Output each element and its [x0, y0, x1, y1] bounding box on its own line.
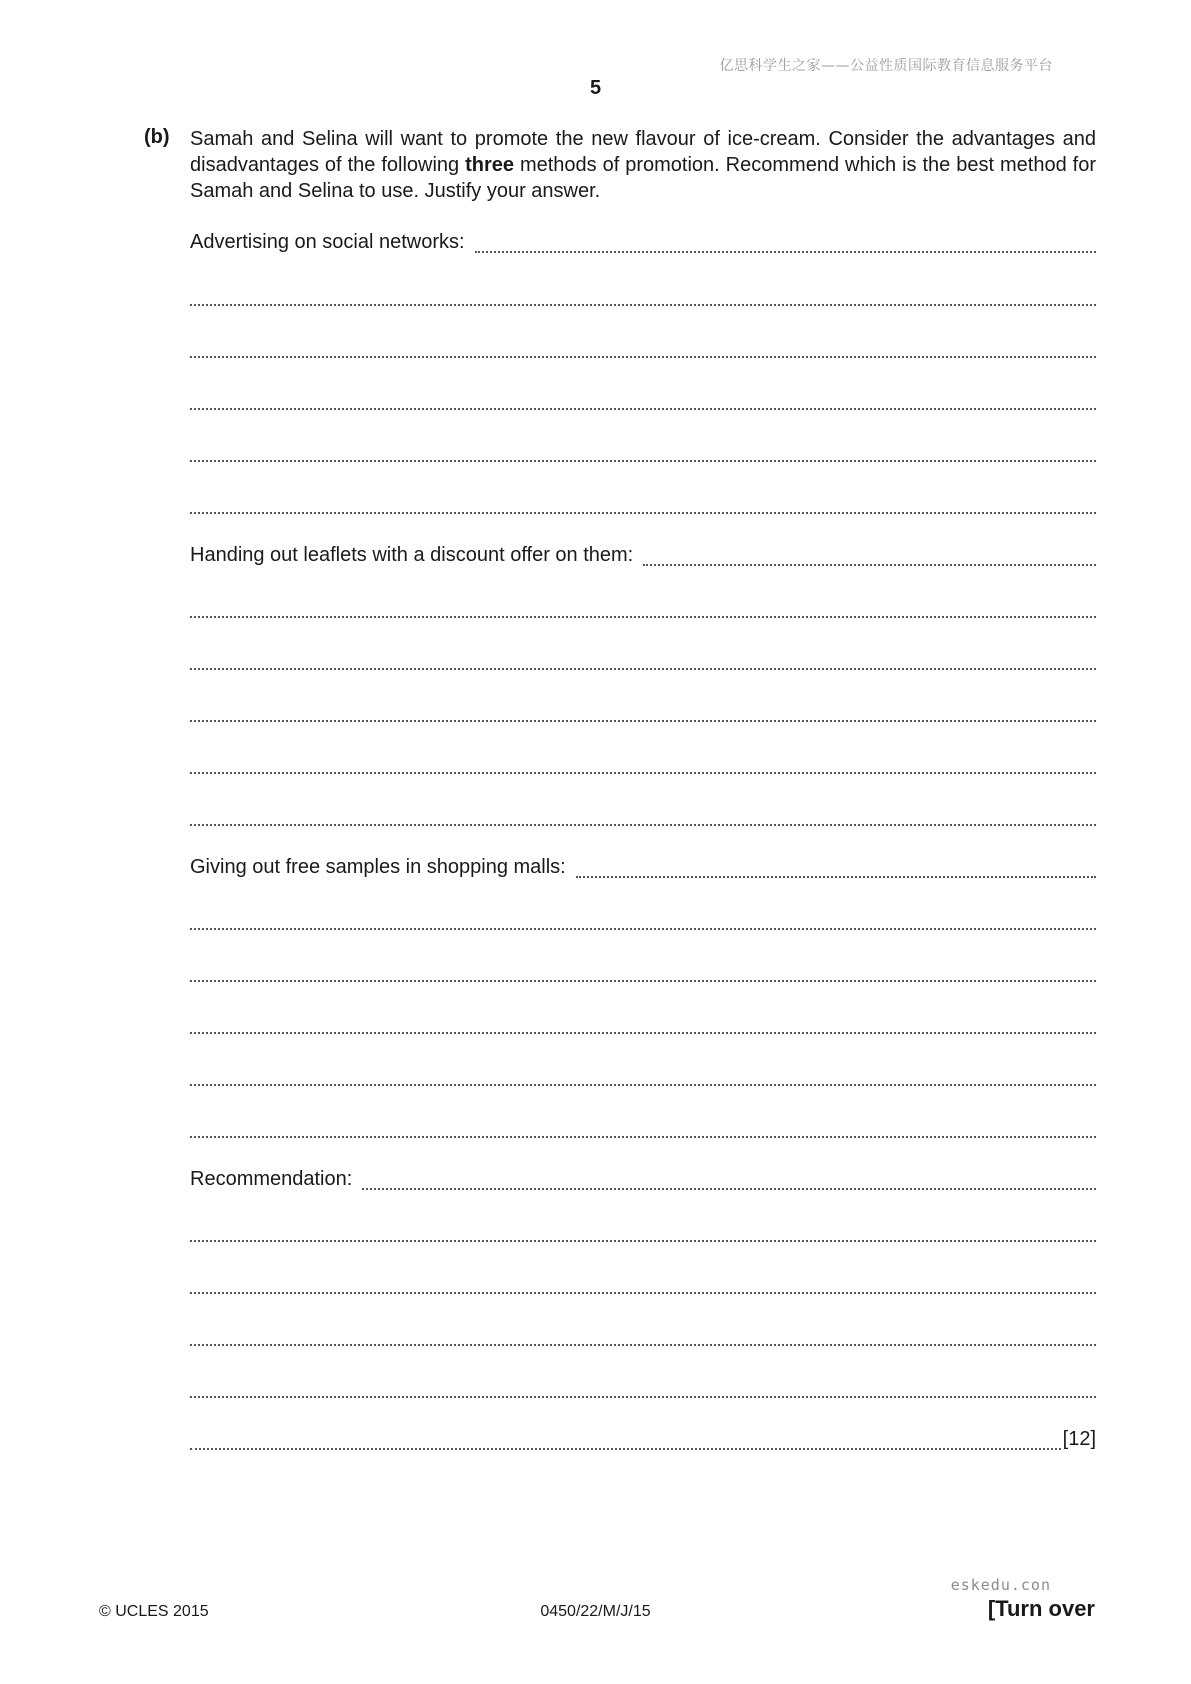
answer-line[interactable] — [190, 1218, 1096, 1244]
section-label-free-samples: Giving out free samples in shopping malls: — [190, 856, 566, 878]
dotted-line — [643, 540, 1096, 566]
answer-line[interactable] — [190, 438, 1096, 464]
dotted-line — [190, 384, 1096, 410]
dotted-line — [190, 1216, 1096, 1242]
dotted-line — [190, 696, 1096, 722]
answer-line-free-samples[interactable] — [190, 854, 1096, 880]
section-label-social-networks: Advertising on social networks: — [190, 231, 465, 253]
dotted-line — [190, 1268, 1096, 1294]
answer-line[interactable] — [190, 646, 1096, 672]
turn-over-label: [Turn over — [987, 1596, 1095, 1621]
answer-line-final[interactable] — [190, 1426, 1096, 1452]
section-label-recommendation: Recommendation: — [190, 1168, 353, 1190]
question-text-start: Samah and Selina will want to promote the new flavour of ice-cream. Consider the advantages and disadvantages of the following — [190, 128, 1096, 176]
answer-line[interactable] — [190, 594, 1096, 620]
answer-line[interactable] — [190, 282, 1096, 308]
page-number: 5 — [589, 77, 602, 99]
dotted-line — [190, 904, 1096, 930]
marks-label: [12] — [1062, 1428, 1096, 1450]
dotted-line — [190, 956, 1096, 982]
dotted-line — [190, 644, 1096, 670]
dotted-line — [190, 592, 1096, 618]
answer-line[interactable] — [190, 386, 1096, 412]
question-text — [190, 126, 1096, 204]
answer-line-leaflets[interactable] — [190, 542, 1096, 568]
answer-line[interactable] — [190, 1062, 1096, 1088]
answer-line[interactable] — [190, 1010, 1096, 1036]
dotted-line — [576, 852, 1096, 878]
dotted-line — [362, 1164, 1096, 1190]
header-watermark: 亿思科学生之家——公益性质国际教育信息服务平台 — [719, 58, 1053, 74]
question-part-label: (b) — [144, 126, 170, 148]
dotted-line — [190, 1424, 1061, 1450]
answer-line[interactable] — [190, 802, 1096, 828]
answer-line[interactable] — [190, 750, 1096, 776]
section-label-leaflets: Handing out leaflets with a discount offer on them: — [190, 544, 634, 566]
footer-watermark: eskedu.con — [950, 1576, 1051, 1594]
dotted-line — [475, 227, 1096, 253]
dotted-line — [190, 748, 1096, 774]
paper-code: 0450/22/M/J/15 — [540, 1603, 651, 1620]
dotted-line — [190, 1372, 1096, 1398]
answer-line[interactable] — [190, 334, 1096, 360]
dotted-line — [190, 1112, 1096, 1138]
answer-line[interactable] — [190, 1270, 1096, 1296]
dotted-line — [190, 1008, 1096, 1034]
question-bold-word: three — [465, 154, 514, 176]
answer-line[interactable] — [190, 1114, 1096, 1140]
answer-line[interactable] — [190, 490, 1096, 516]
answer-line-recommendation[interactable] — [190, 1166, 1096, 1192]
answer-line[interactable] — [190, 958, 1096, 984]
answer-line[interactable] — [190, 1374, 1096, 1400]
dotted-line — [190, 488, 1096, 514]
copyright-text: © UCLES 2015 — [99, 1603, 209, 1620]
answer-line[interactable] — [190, 906, 1096, 932]
answer-line[interactable] — [190, 1322, 1096, 1348]
question-text-end: methods of promotion. Recommend which is the best method for Samah and Selina to use. Justify your answer. — [190, 154, 1096, 202]
dotted-line — [190, 332, 1096, 358]
dotted-line — [190, 800, 1096, 826]
dotted-line — [190, 1060, 1096, 1086]
dotted-line — [190, 1320, 1096, 1346]
answer-line[interactable] — [190, 698, 1096, 724]
answer-line-social-networks[interactable] — [190, 229, 1096, 255]
dotted-line — [190, 280, 1096, 306]
dotted-line — [190, 436, 1096, 462]
